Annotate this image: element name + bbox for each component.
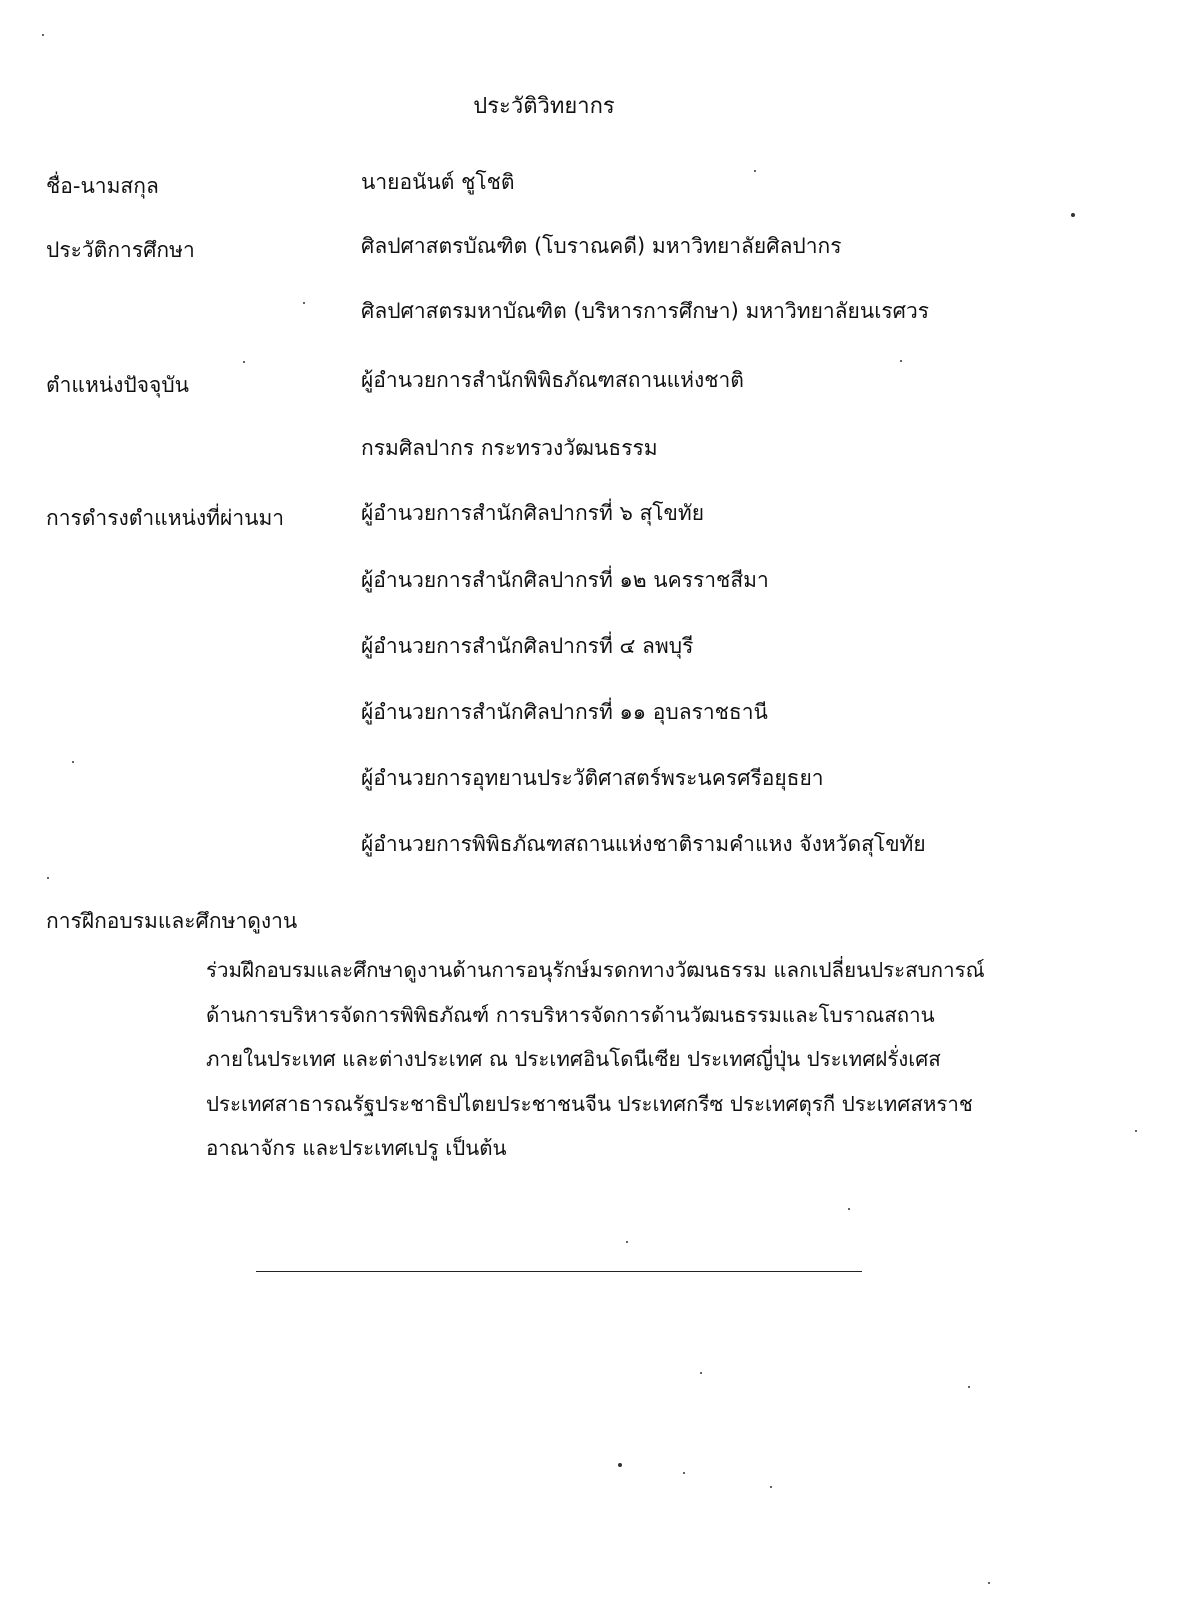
training-paragraph	[206, 948, 1056, 1171]
training-line: ภายในประเทศ และต่างประเทศ ณ ประเทศอินโดนีเซีย ประเทศญี่ปุ่น ประเทศฝรั่งเศส	[206, 1047, 941, 1071]
past-position-item-6: ผู้อำนวยการพิพิธภัณฑสถานแห่งชาติรามคำแหง จังหวัดสุโขทัย	[361, 832, 926, 856]
past-position-item-5: ผู้อำนวยการอุทยานประวัติศาสตร์พระนครศรีอยุธยา	[361, 766, 824, 790]
past-position-item-4: ผู้อำนวยการสำนักศิลปากรที่ ๑๑ อุบลราชธานี	[361, 700, 768, 724]
scan-speck	[683, 1472, 685, 1474]
training-heading: การฝึกอบรมและศึกษาดูงาน	[46, 909, 298, 933]
current-position-label: ตำแหน่งปัจจุบัน	[46, 373, 190, 397]
scan-speck	[1071, 213, 1075, 217]
scan-speck	[626, 1241, 628, 1243]
scan-speck	[988, 1582, 990, 1584]
past-position-item-3: ผู้อำนวยการสำนักศิลปากรที่ ๔ ลพบุรี	[361, 634, 694, 658]
education-label: ประวัติการศึกษา	[46, 238, 195, 262]
training-line: ร่วมฝึกอบรมและศึกษาดูงานด้านการอนุรักษ์มรดกทางวัฒนธรรม แลกเปลี่ยนประสบการณ์	[206, 958, 985, 982]
document-title: ประวัติวิทยากร	[473, 94, 615, 119]
scan-speck	[618, 1463, 622, 1467]
name-value: นายอนันต์ ชูโชติ	[361, 170, 515, 194]
past-position-item-2: ผู้อำนวยการสำนักศิลปากรที่ ๑๒ นครราชสีมา	[361, 568, 769, 592]
scan-speck	[770, 1486, 772, 1488]
training-line: ด้านการบริหารจัดการพิพิธภัณฑ์ การบริหารจัดการด้านวัฒนธรรมและโบราณสถาน	[206, 1002, 935, 1027]
scan-speck	[900, 360, 902, 362]
name-label: ชื่อ-นามสกุล	[46, 174, 159, 198]
scan-speck	[243, 361, 245, 363]
current-position-line-2: กรมศิลปากร กระทรวงวัฒนธรรม	[361, 436, 658, 460]
scan-speck	[848, 1208, 850, 1210]
end-divider	[256, 1271, 862, 1272]
current-position-line-1: ผู้อำนวยการสำนักพิพิธภัณฑสถานแห่งชาติ	[361, 368, 744, 392]
training-line: อาณาจักร และประเทศเปรู เป็นต้น	[206, 1136, 507, 1160]
education-item-1: ศิลปศาสตรบัณฑิต (โบราณคดี) มหาวิทยาลัยศิลปากร	[361, 234, 842, 258]
scan-speck	[72, 761, 74, 763]
scan-speck	[303, 302, 305, 304]
past-position-item-1: ผู้อำนวยการสำนักศิลปากรที่ ๖ สุโขทัย	[361, 501, 705, 525]
scan-speck	[968, 1386, 970, 1388]
past-positions-label: การดำรงตำแหน่งที่ผ่านมา	[46, 506, 285, 530]
education-item-2: ศิลปศาสตรมหาบัณฑิต (บริหารการศึกษา) มหาวิทยาลัยนเรศวร	[361, 299, 930, 323]
scan-speck	[47, 877, 49, 879]
scan-speck	[700, 1372, 702, 1374]
scan-speck	[1135, 1130, 1137, 1132]
scan-speck	[42, 34, 44, 36]
training-line: ประเทศสาธารณรัฐประชาธิปไตยประชาชนจีน ประเทศกรีซ ประเทศตุรกี ประเทศสหราช	[206, 1091, 973, 1116]
scan-speck	[754, 170, 756, 172]
